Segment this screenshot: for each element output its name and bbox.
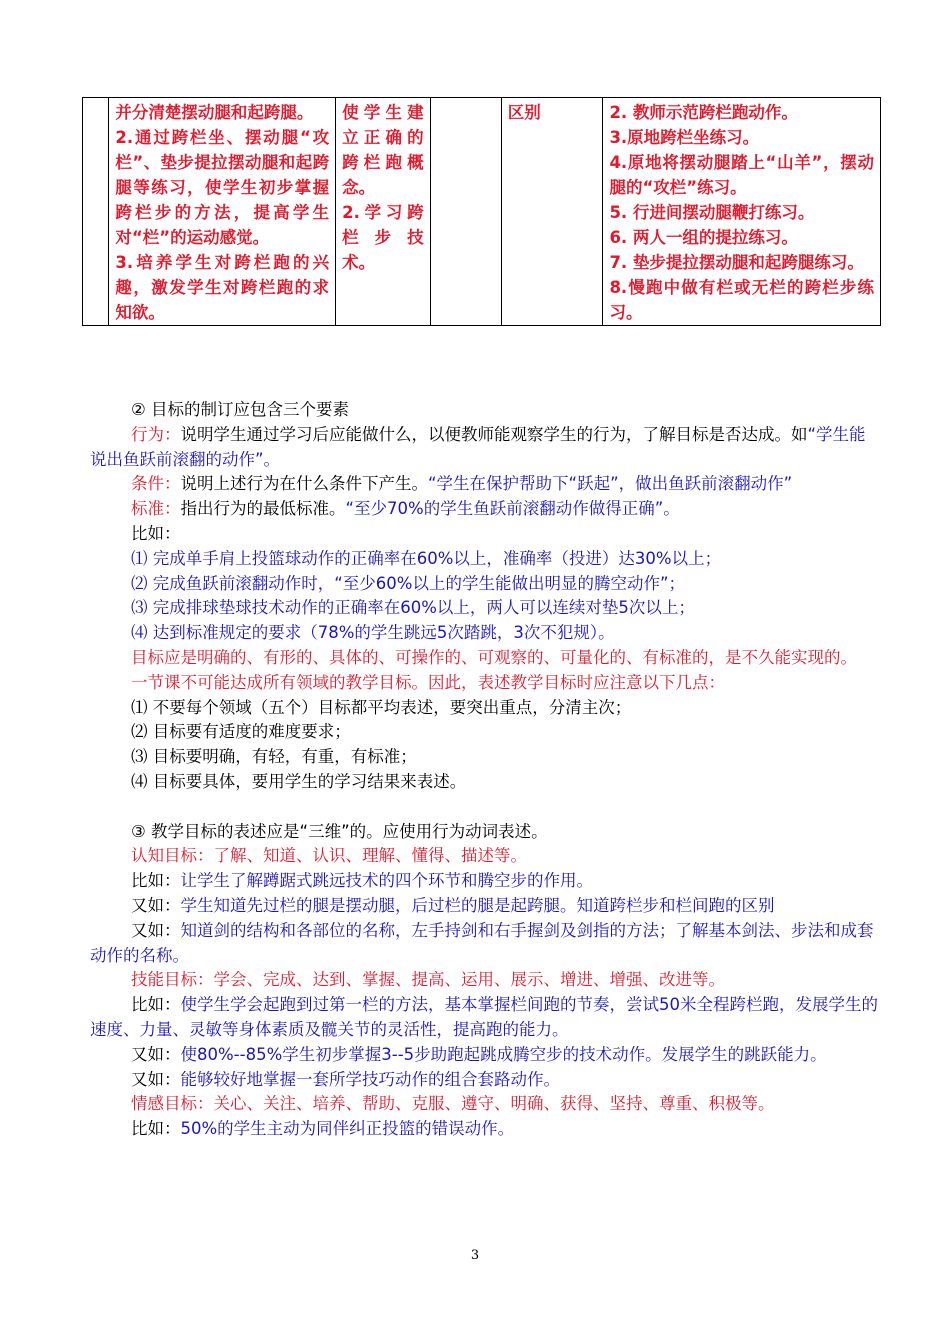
page-number: 3 — [470, 1248, 480, 1263]
method-item: 8.慢跑中做有栏或无栏的跨栏步练习。 — [609, 278, 874, 322]
focus-text: 区别 — [507, 103, 541, 122]
cognitive-example — [90, 894, 880, 919]
example-text: 50%的学生主动为同伴纠正投篮的错误动作。 — [180, 1119, 515, 1139]
goal-item: 3.培养学生对跨栏跑的兴趣，激发学生对跨栏跑的求知欲。 — [115, 253, 330, 322]
section-heading: ③ 教学目标的表述应是“三维”的。应使用行为动词表述。 — [131, 821, 548, 841]
cognitive-label: 认知目标：了解、知道、认识、理解、懂得、描述等。 — [131, 846, 527, 866]
behavior-paragraph — [90, 423, 880, 473]
table-cell-methods — [603, 98, 881, 326]
table-cell-empty — [430, 98, 501, 326]
section-heading: ② 目标的制订应包含三个要素 — [131, 400, 350, 419]
note-intro: 一节课不可能达成所有领域的教学目标。因此，表述教学目标时应注意以下几点： — [131, 672, 725, 692]
affect-label: 情感目标：关心、关注、培养、帮助、克服、遵守、明确、获得、坚持、尊重、积极等。 — [131, 1094, 775, 1114]
aim-item: 使学生建立正确的跨栏跑概念。 — [342, 103, 424, 197]
note-item: ⑶ 目标要明确，有轻，有重，有标准； — [131, 747, 417, 767]
summary-paragraph: 目标应是明确的、有形的、具体的、可操作的、可观察的、可量化的、有标准的，是不久能实现的。 — [131, 647, 857, 667]
example-item: ⑷ 达到标准规定的要求（78%的学生跳远5次踏跳，3次不犯规）。 — [131, 623, 615, 643]
condition-text: 说明上述行为在什么条件下产生。 — [180, 474, 428, 494]
condition-paragraph — [90, 472, 880, 497]
note-item: ⑴ 不要每个领域（五个）目标都平均表述，要突出重点，分清主次； — [131, 697, 632, 717]
table-cell-goals — [109, 98, 336, 326]
note-item: ⑷ 目标要具体，要用学生的学习结果来表述。 — [131, 771, 467, 791]
standard-paragraph — [90, 497, 880, 522]
table-row — [83, 98, 881, 326]
method-item: 6. 两人一组的提拉练习。 — [609, 228, 798, 247]
condition-label: 条件： — [131, 474, 181, 494]
example-text: 让学生了解蹲踞式跳远技术的四个环节和腾空步的作用。 — [180, 871, 593, 891]
method-item: 5. 行进间摆动腿鞭打练习。 — [609, 203, 815, 222]
behavior-text: 说明学生通过学习后应能做什么，以便教师能观察学生的行为，了解目标是否达成。如 — [180, 424, 808, 444]
method-item: 7. 垫步提拉摆动腿和起跨腿练习。 — [609, 253, 864, 272]
table-cell-index — [83, 98, 109, 326]
table-cell-aims — [336, 98, 431, 326]
example-text: 使学生学会起跑到过第一栏的方法，基本掌握栏间跑的节奏，尝试50米全程跨栏跑，发展学生的速度、力量、灵敏等身体素质及髋关节的灵活性，提高跑的能力。 — [90, 995, 878, 1039]
skill-example — [90, 993, 880, 1043]
standard-text: 指出行为的最低标准。 — [180, 499, 346, 519]
goal-item: 并分清楚摆动腿和起跨腿。 — [115, 103, 314, 122]
table-cell-focus — [501, 98, 603, 326]
example-text: 知道剑的结构和各部位的名称，左手持剑和右手握剑及剑指的方法；了解基本剑法、步法和成套动作的名称。 — [90, 920, 874, 965]
behavior-label: 行为： — [131, 424, 181, 444]
goal-item: 2.通过跨栏坐、摆动腿“攻栏”、垫步提拉摆动腿和起跨腿等练习，使学生初步掌握跨栏步的方法，提高学生对“栏”的运动感觉。 — [115, 128, 330, 247]
example-item: ⑶ 完成排球垫球技术动作的正确率在60%以上，两人可以连续对垫5次以上； — [131, 598, 695, 618]
example-prefix: 又如： — [131, 1044, 181, 1064]
method-item: 4.原地将摆动腿踏上“山羊”，摆动腿的“攻栏”练习。 — [609, 153, 874, 197]
cognitive-example — [90, 919, 880, 969]
example-prefix: 又如： — [131, 895, 181, 915]
method-item: 3.原地跨栏坐练习。 — [609, 128, 760, 147]
document-body — [90, 398, 880, 1142]
example-intro: 比如： — [131, 523, 181, 543]
example-text: 学生知道先过栏的腿是摆动腿，后过栏的腿是起跨腿。知道跨栏步和栏间跑的区别 — [180, 895, 775, 915]
cognitive-example — [90, 869, 880, 894]
example-item: ⑴ 完成单手肩上投篮球动作的正确率在60%以上，准确率（投进）达30%以上； — [131, 548, 722, 568]
note-item: ⑵ 目标要有适度的难度要求； — [131, 722, 351, 742]
skill-example — [90, 1043, 880, 1068]
example-text: 使80%--85%学生初步掌握3--5步助跑起跳成腾空步的技术动作。发展学生的跳跃能力。 — [180, 1044, 827, 1064]
example-prefix: 比如： — [131, 871, 181, 891]
example-item: ⑵ 完成鱼跃前滚翻动作时，“至少60%以上的学生能做出明显的腾空动作”； — [131, 573, 686, 593]
example-prefix: 又如： — [131, 920, 181, 940]
skill-example — [90, 1068, 880, 1093]
example-prefix: 比如： — [131, 995, 181, 1015]
example-prefix: 又如： — [131, 1069, 181, 1089]
method-item: 2. 教师示范跨栏跑动作。 — [609, 103, 798, 122]
lesson-plan-table — [82, 97, 881, 326]
behavior-example: “学生能说出鱼跃前滚翻的动作”。 — [90, 424, 866, 469]
standard-label: 标准： — [131, 499, 181, 519]
example-prefix: 比如： — [131, 1119, 181, 1139]
skill-label: 技能目标：学会、完成、达到、掌握、提高、运用、展示、增进、增强、改进等。 — [131, 970, 725, 990]
example-text: 能够较好地掌握一套所学技巧动作的组合套路动作。 — [180, 1069, 560, 1089]
affect-example — [90, 1117, 880, 1142]
spacer — [90, 795, 880, 820]
standard-example: “至少70%的学生鱼跃前滚翻动作做得正确”。 — [345, 499, 680, 519]
aim-item: 2.学习跨栏步技术。 — [342, 203, 424, 272]
condition-example: “学生在保护帮助下“跃起”，做出鱼跃前滚翻动作” — [428, 474, 793, 494]
